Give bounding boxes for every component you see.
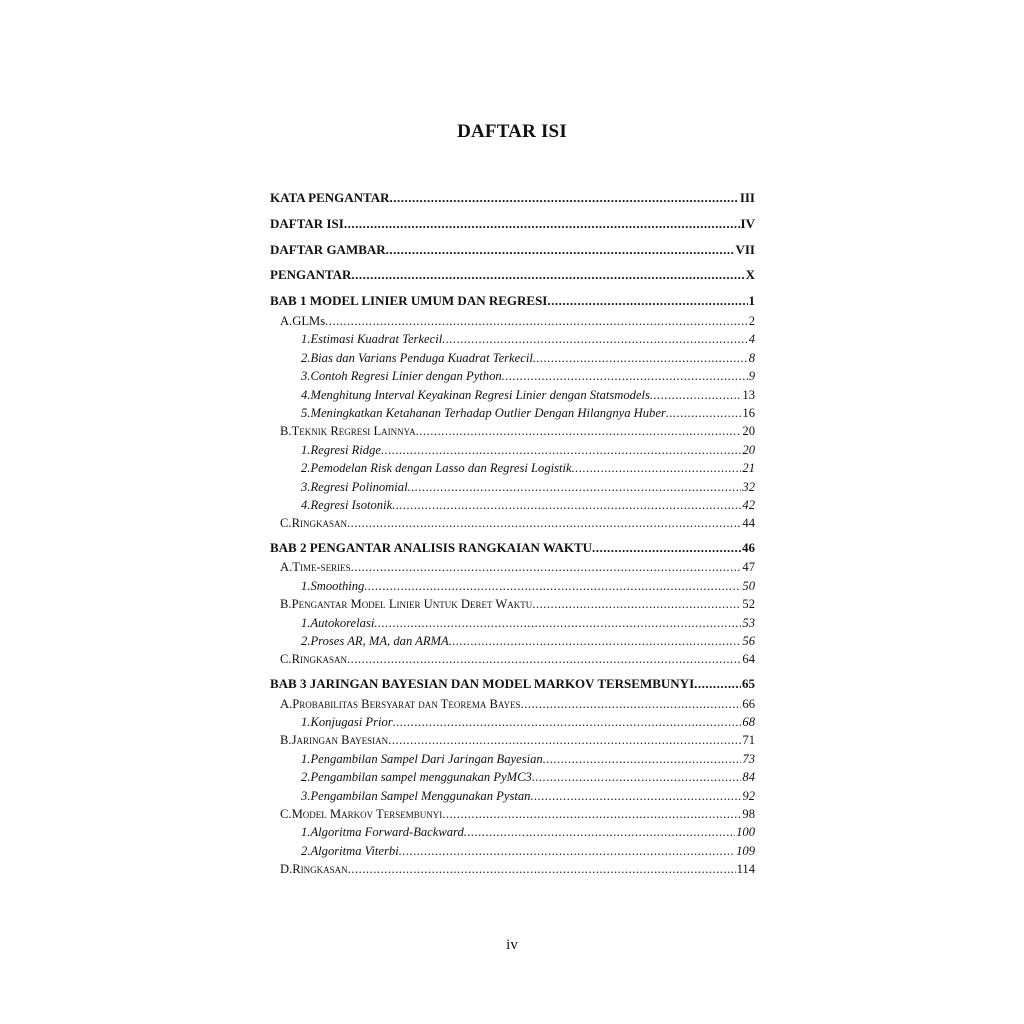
toc-entry-page: VII	[735, 241, 755, 257]
toc-entry-page: 9	[748, 369, 755, 384]
toc-chapter-entry	[270, 288, 755, 314]
toc-entry-page: 100	[736, 825, 755, 840]
toc-entry-page: 56	[742, 634, 755, 649]
toc-entry-label: Smoothing	[310, 578, 365, 593]
toc-entry-label: Estimasi Kuadrat Terkecil	[310, 332, 443, 347]
toc-entry-page: 71	[742, 733, 755, 748]
dot-leader	[347, 652, 741, 667]
toc-entry-marker: A.	[280, 560, 293, 575]
toc-entry-page: 16	[742, 405, 755, 420]
dot-leader	[547, 288, 747, 314]
toc-entry-marker: 1.	[301, 442, 311, 457]
toc-entry-label: GLMs	[292, 313, 326, 328]
dot-leader	[543, 752, 742, 767]
dot-leader	[502, 369, 748, 384]
toc-entry-marker: B.	[280, 424, 292, 439]
dot-leader	[351, 560, 742, 575]
toc-entry-page: 21	[742, 461, 755, 476]
toc-entry-page: 44	[742, 516, 755, 531]
dot-leader	[464, 825, 735, 840]
dot-leader	[393, 715, 742, 730]
toc-entry-page: 109	[736, 843, 755, 858]
toc-entry-label: Pengambilan Sampel Dari Jaringan Bayesian	[310, 751, 543, 766]
toc-entry-page: 47	[742, 560, 755, 575]
toc-subsection-entry	[270, 579, 755, 597]
toc-entry-label: Pengantar Model Linier Untuk Deret Waktu	[291, 597, 533, 612]
toc-subsection-entry	[270, 498, 755, 516]
toc-section-entry	[270, 733, 755, 751]
toc-chapter-entry	[270, 262, 755, 288]
toc-entry-label: Contoh Regresi Linier dengan Python	[310, 369, 502, 384]
toc-subsection-entry	[270, 443, 755, 461]
toc-entry-marker: 1.	[301, 615, 311, 630]
toc-entry-label: PENGANTAR	[270, 267, 352, 283]
toc-entry-label: BAB 2 PENGANTAR ANALISIS RANGKAIAN WAKTU	[270, 539, 593, 555]
toc-entry-marker: 1.	[301, 715, 311, 729]
toc-section-entry	[270, 597, 755, 615]
toc-entry-page: 114	[736, 862, 755, 877]
dot-leader	[532, 770, 742, 785]
toc-entry-label: DAFTAR ISI	[270, 215, 344, 231]
dot-leader	[532, 597, 741, 612]
toc-section-entry	[270, 560, 755, 578]
toc-entry-page: 42	[742, 497, 755, 512]
toc-subsection-entry	[270, 825, 755, 843]
toc-entry-page: X	[745, 267, 755, 283]
toc-chapter-entry	[270, 671, 755, 697]
toc-subsection-entry	[270, 789, 755, 807]
table-of-contents	[270, 185, 755, 881]
dot-leader	[442, 332, 747, 347]
toc-entry-marker: 4.	[301, 387, 311, 402]
toc-entry-marker: 4.	[301, 497, 311, 512]
toc-entry-page: 2	[748, 313, 755, 328]
toc-entry-marker: 3.	[301, 479, 311, 494]
toc-entry-page: 92	[742, 788, 755, 803]
toc-entry-label: Regresi Isotonik	[310, 497, 393, 512]
dot-leader	[374, 616, 741, 631]
dot-leader	[592, 535, 741, 561]
toc-entry-marker: A.	[280, 313, 293, 328]
dot-leader	[325, 314, 748, 329]
toc-entry-label: Regresi Ridge	[310, 442, 381, 457]
dot-leader	[381, 443, 741, 458]
toc-entry-marker: 2.	[301, 770, 311, 785]
dot-leader	[572, 461, 742, 476]
toc-entry-page: 13	[742, 387, 755, 402]
toc-entry-marker: 2.	[301, 350, 311, 365]
toc-section-entry	[270, 807, 755, 825]
toc-entry-page: 73	[742, 751, 755, 766]
toc-entry-label: Teknik Regresi Lainnya	[291, 424, 416, 439]
toc-entry-page: 1	[748, 293, 755, 309]
toc-entry-page: 98	[742, 806, 755, 821]
dot-leader	[347, 516, 741, 531]
toc-entry-marker: 2.	[301, 843, 311, 858]
toc-entry-page: 52	[742, 597, 755, 612]
toc-entry-marker: 1.	[301, 332, 311, 347]
toc-entry-label: KATA PENGANTAR	[270, 190, 390, 205]
toc-section-entry	[270, 424, 755, 442]
dot-leader	[399, 844, 735, 859]
dot-leader	[530, 789, 741, 804]
toc-entry-label: Probabilitas Bersyarat dan Teorema Bayes	[292, 696, 521, 711]
toc-entry-marker: C.	[280, 516, 292, 531]
toc-entry-marker: 2.	[301, 634, 311, 649]
toc-entry-page: 46	[742, 539, 755, 555]
toc-entry-label: Time-series	[292, 560, 351, 575]
dot-leader	[351, 262, 744, 288]
dot-leader	[666, 406, 742, 421]
dot-leader	[388, 733, 741, 748]
toc-entry-page: 64	[742, 652, 755, 667]
dot-leader	[694, 671, 741, 697]
toc-subsection-entry	[270, 406, 755, 424]
toc-entry-page: 65	[742, 675, 755, 691]
toc-entry-page: 20	[742, 424, 755, 439]
toc-entry-page: 20	[742, 442, 755, 457]
toc-chapter-entry	[270, 211, 755, 237]
toc-entry-marker: 1.	[301, 578, 311, 593]
toc-entry-label: Model Markov Tersembunyi	[291, 806, 443, 821]
toc-entry-page: 53	[742, 615, 755, 630]
toc-entry-marker: C.	[280, 806, 292, 821]
dot-leader	[390, 185, 739, 211]
toc-entry-page: 50	[742, 578, 755, 593]
toc-entry-label: Jaringan Bayesian	[291, 733, 389, 748]
toc-subsection-entry	[270, 844, 755, 862]
toc-entry-label: Proses AR, MA, dan ARMA	[310, 634, 449, 649]
toc-entry-label: Menghitung Interval Keyakinan Regresi Linier dengan Statsmodels	[310, 387, 650, 402]
toc-entry-page: 68	[742, 715, 755, 729]
toc-entry-marker: D.	[280, 862, 293, 877]
toc-entry-marker: 3.	[301, 788, 311, 803]
toc-entry-label: Konjugasi Prior	[310, 715, 393, 729]
toc-section-entry	[270, 516, 755, 534]
toc-entry-label: Regresi Polinomial	[310, 479, 408, 494]
dot-leader	[344, 211, 740, 237]
toc-subsection-entry	[270, 752, 755, 770]
toc-entry-marker: 3.	[301, 369, 311, 384]
toc-section-entry	[270, 697, 755, 715]
toc-entry-marker: 2.	[301, 461, 311, 476]
toc-entry-label: Algoritma Forward-Backward	[310, 825, 464, 840]
toc-entry-label: Meningkatkan Ketahanan Terhadap Outlier Dengan Hilangnya Huber	[310, 405, 666, 420]
toc-entry-label: BAB 3 JARINGAN BAYESIAN DAN MODEL MARKOV TERSEMBUNYI	[270, 675, 695, 691]
toc-subsection-entry	[270, 616, 755, 634]
toc-entry-label: Ringkasan	[292, 862, 348, 877]
toc-entry-marker: B.	[280, 733, 292, 748]
toc-subsection-entry	[270, 461, 755, 479]
dot-leader	[533, 351, 748, 366]
toc-chapter-entry	[270, 535, 755, 561]
toc-entry-page: IV	[740, 215, 755, 231]
toc-subsection-entry	[270, 634, 755, 652]
dot-leader	[521, 697, 742, 712]
toc-entry-page: 32	[742, 479, 755, 494]
toc-entry-marker: 1.	[301, 751, 311, 766]
toc-entry-label: DAFTAR GAMBAR	[270, 241, 386, 257]
toc-entry-marker: 1.	[301, 825, 311, 840]
dot-leader	[348, 862, 736, 877]
toc-subsection-entry	[270, 715, 755, 733]
page-number: iv	[506, 937, 518, 953]
toc-subsection-entry	[270, 351, 755, 369]
toc-entry-label: Pemodelan Risk dengan Lasso dan Regresi Logistik	[310, 461, 572, 476]
page-title: DAFTAR ISI	[457, 121, 567, 142]
toc-section-entry	[270, 652, 755, 670]
toc-entry-label: Autokorelasi	[310, 615, 375, 630]
toc-entry-page: 66	[742, 696, 755, 711]
toc-chapter-entry	[270, 185, 755, 211]
toc-section-entry	[270, 314, 755, 332]
toc-entry-label: Bias dan Varians Penduga Kuadrat Terkecil	[310, 350, 533, 365]
toc-section-entry	[270, 862, 755, 880]
dot-leader	[449, 634, 742, 649]
toc-entry-marker: C.	[280, 652, 292, 667]
dot-leader	[408, 480, 742, 495]
toc-entry-label: Algoritma Viterbi	[310, 843, 399, 858]
toc-entry-label: Pengambilan sampel menggunakan PyMC3	[310, 770, 532, 785]
dot-leader	[386, 237, 735, 263]
toc-subsection-entry	[270, 388, 755, 406]
toc-subsection-entry	[270, 332, 755, 350]
dot-leader	[650, 388, 741, 403]
toc-entry-label: Pengambilan Sampel Menggunakan Pystan	[310, 788, 531, 803]
toc-entry-label: BAB 1 MODEL LINIER UMUM DAN REGRESI	[270, 293, 548, 309]
dot-leader	[392, 498, 741, 513]
toc-entry-page: 84	[742, 770, 755, 785]
toc-entry-marker: 5.	[301, 405, 311, 420]
toc-chapter-entry	[270, 237, 755, 263]
dot-leader	[416, 424, 742, 439]
toc-entry-marker: B.	[280, 597, 292, 612]
toc-entry-label: Ringkasan	[291, 516, 347, 531]
toc-entry-page: 8	[748, 350, 755, 365]
dot-leader	[364, 579, 741, 594]
toc-subsection-entry	[270, 369, 755, 387]
dot-leader	[442, 807, 741, 822]
toc-entry-page: 4	[748, 332, 755, 347]
toc-entry-label: Ringkasan	[291, 652, 347, 667]
toc-subsection-entry	[270, 770, 755, 788]
toc-entry-page: III	[739, 190, 755, 205]
toc-entry-marker: A.	[280, 696, 293, 711]
toc-subsection-entry	[270, 480, 755, 498]
